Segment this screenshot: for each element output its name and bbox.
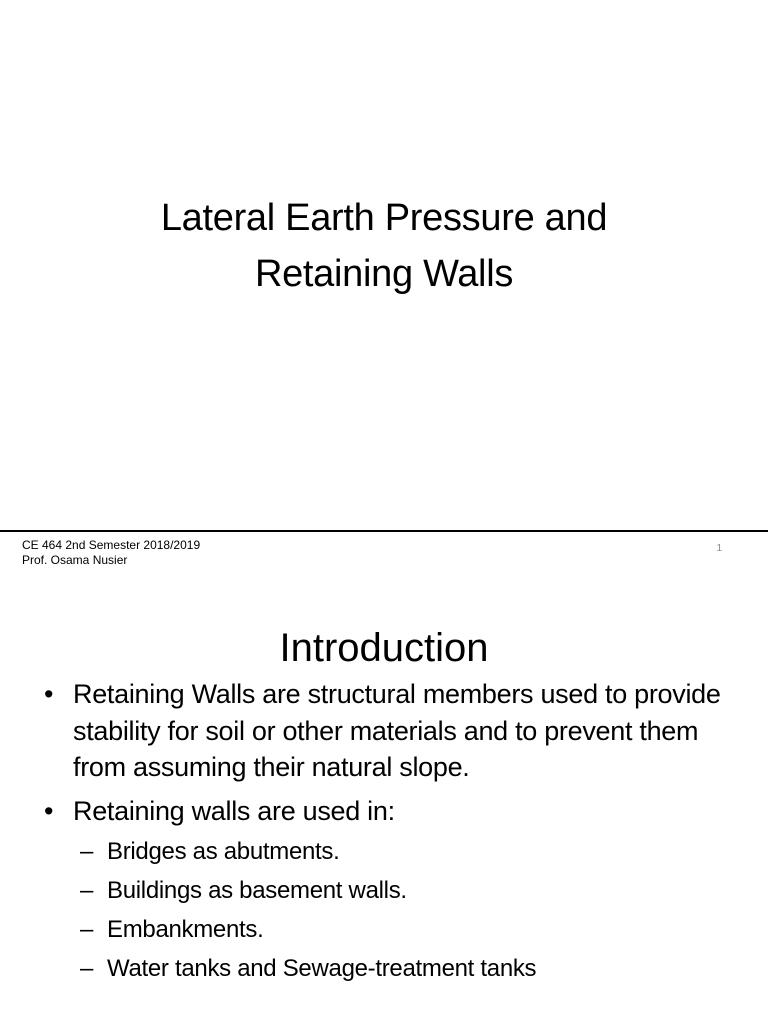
- dash-marker: –: [80, 955, 94, 982]
- bullet-marker: •: [44, 679, 54, 709]
- sub-bullet-list: [73, 836, 734, 985]
- sub-bullet-text: Bridges as abutments.: [107, 838, 340, 865]
- bullet-marker: •: [44, 795, 54, 826]
- sub-bullet-text: Water tanks and Sewage-treatment tanks: [107, 955, 537, 982]
- sub-bullet-item: [73, 875, 734, 907]
- sub-bullet-item: [73, 914, 734, 946]
- slide-footer: [22, 538, 200, 568]
- dash-marker: –: [80, 877, 94, 904]
- slide-title: [0, 190, 768, 302]
- slide-heading: Introduction: [279, 626, 489, 670]
- dash-marker: –: [80, 838, 94, 865]
- sub-bullet-item: [73, 836, 734, 868]
- dash-marker: –: [80, 916, 94, 943]
- bullet-text: Retaining Walls are structural members used to provide stability for soil or other materials and to prevent them from assuming their natural slope.: [73, 679, 721, 782]
- footer-course: CE 464 2nd Semester 2018/2019: [22, 538, 201, 552]
- page-number: 1: [716, 543, 722, 554]
- title-line-1: Lateral Earth Pressure and: [160, 197, 608, 239]
- title-line-2: Retaining Walls: [254, 253, 514, 295]
- bullet-item: [44, 793, 734, 986]
- footer-divider: [0, 530, 768, 532]
- bullet-text: Retaining walls are used in:: [73, 795, 395, 826]
- footer-author: Prof. Osama Nusier: [22, 553, 128, 567]
- sub-bullet-item: [73, 953, 734, 985]
- sub-bullet-text: Embankments.: [107, 916, 264, 943]
- introduction-slide: [0, 600, 768, 1024]
- bullet-item: [44, 676, 734, 786]
- sub-bullet-text: Buildings as basement walls.: [107, 877, 407, 904]
- bullet-list: [44, 676, 734, 985]
